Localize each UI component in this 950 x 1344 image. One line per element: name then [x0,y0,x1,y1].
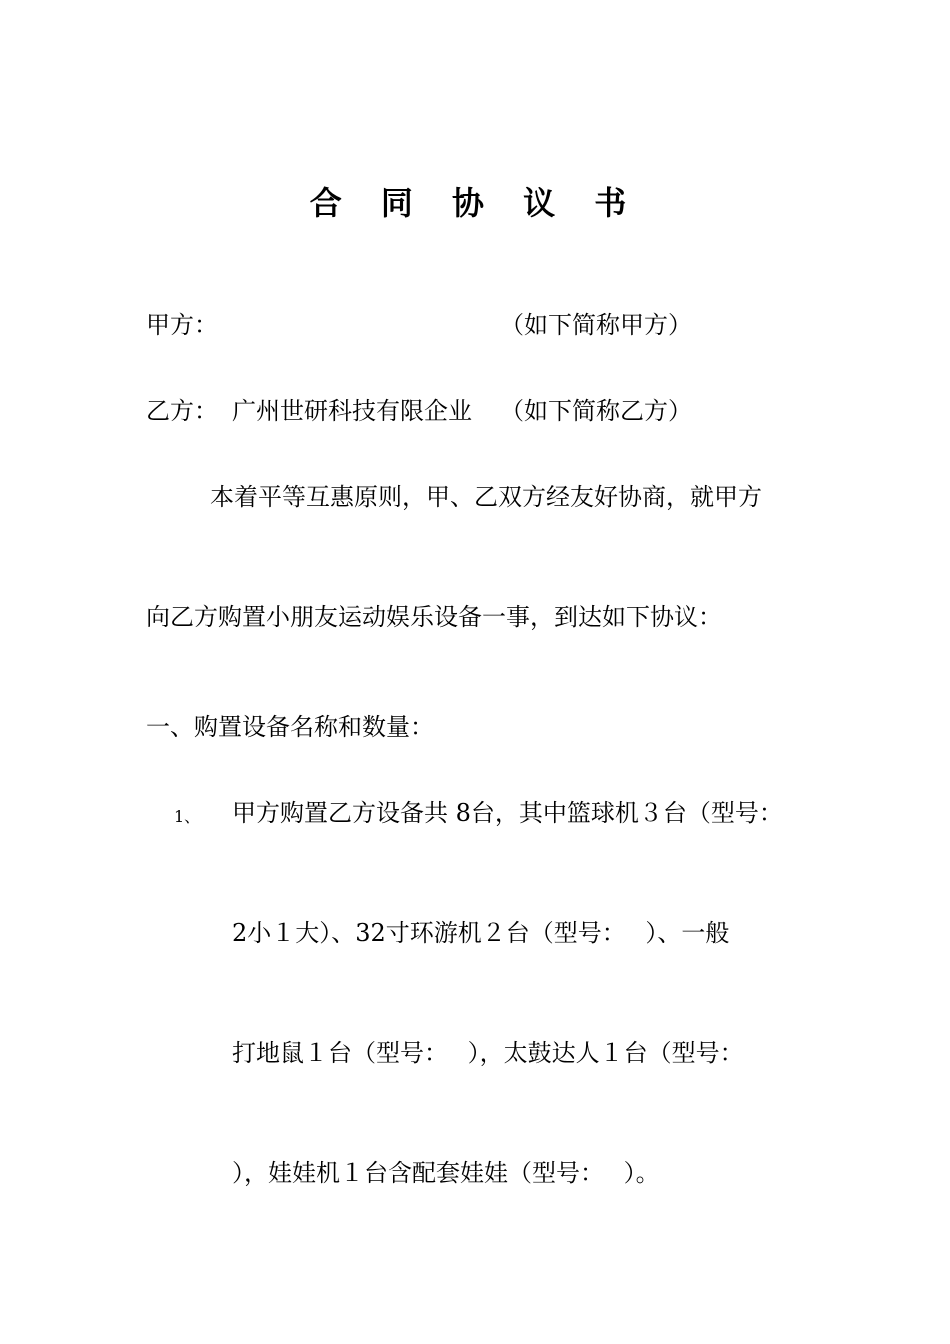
item-1-line-4: ），娃娃机１台含配套娃娃（型号： ）。 [232,1159,660,1187]
item-1-line-1: 甲方购置乙方设备共 8台，其中篮球机３台（型号： [232,799,783,827]
intro-line-1: 本着平等互惠原则，甲、乙双方经友好协商，就甲方 [210,483,762,511]
section-1-heading: 一、购置设备名称和数量： [146,713,434,741]
item-1-line-2: 2小１大）、32寸环游机２台（型号： ）、一般 [232,919,730,947]
party-b-label: 乙方： [146,397,218,425]
document-title: 合 同 协 议 书 [309,184,641,222]
item-1-number: 1、 [174,807,201,826]
party-a-label: 甲方： [146,311,218,339]
party-b-name: 广州世研科技有限企业 [232,397,472,425]
intro-line-2: 向乙方购置小朋友运动娱乐设备一事，到达如下协议： [146,603,722,631]
item-1-line-3: 打地鼠１台（型号： ），太鼓达人１台（型号： [232,1039,744,1067]
party-a-abbreviation: （如下简称甲方） [500,311,692,339]
party-b-abbreviation: （如下简称乙方） [500,397,692,425]
